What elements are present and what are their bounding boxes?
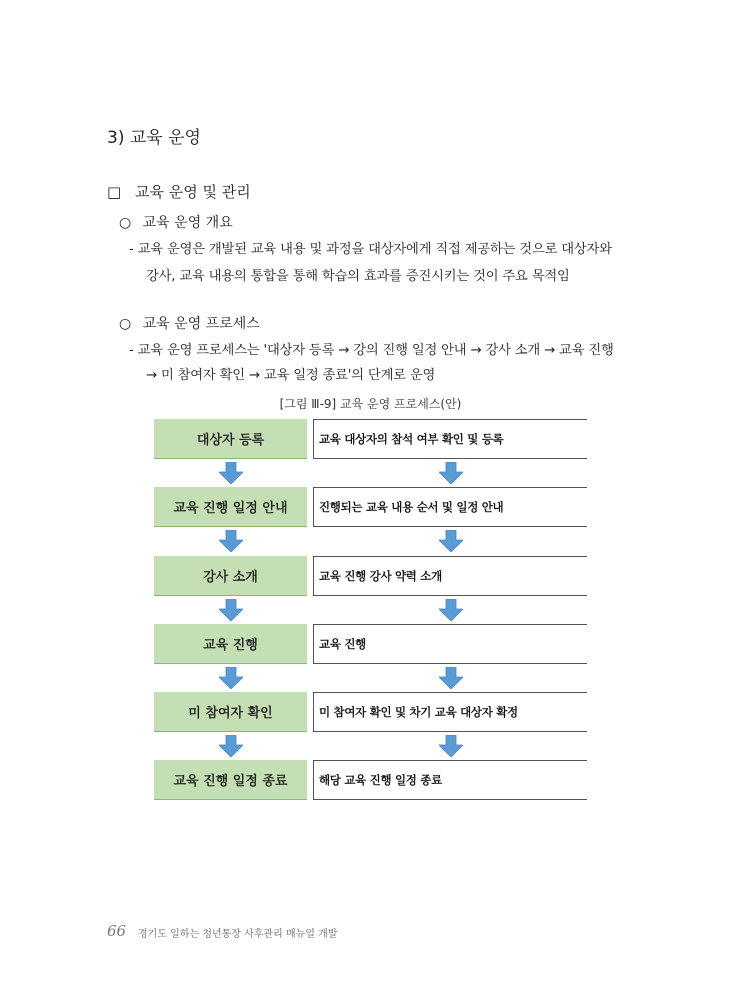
flow-desc-1: 교육 대상자의 참석 여부 확인 및 등록 xyxy=(313,419,587,459)
down-arrow-icon xyxy=(219,735,243,757)
flow-step-3: 강사 소개 xyxy=(154,556,307,596)
overview-line-2: 강사, 교육 내용의 통합을 통해 학습의 효과를 증진시키는 것이 주요 목적임 xyxy=(146,269,570,284)
flow-desc-2: 진행되는 교육 내용 순서 및 일정 안내 xyxy=(313,487,587,527)
overview-line-1: - 교육 운영은 개발된 교육 내용 및 과정을 대상자에게 직접 제공하는 것으로 대상자와 xyxy=(129,242,612,257)
down-arrow-icon xyxy=(219,599,243,621)
down-arrow-icon xyxy=(439,735,463,757)
bullet-title: 교육 운영 개요 xyxy=(142,215,233,231)
circle-marker: ○ xyxy=(119,316,132,332)
bullet-heading-process xyxy=(119,313,260,333)
bullet-heading-overview xyxy=(119,212,233,232)
section-title: 3) 교육 운영 xyxy=(107,128,201,148)
down-arrow-icon xyxy=(439,530,463,552)
process-line-1: - 교육 운영 프로세스는 '대상자 등록 → 강의 진행 일정 안내 → 강사 소개 → 교육 진행 xyxy=(129,343,614,358)
process-line-2: → 미 참여자 확인 → 교육 일정 종료'의 단계로 운영 xyxy=(146,368,436,383)
flow-step-5: 미 참여자 확인 xyxy=(154,692,307,732)
down-arrow-icon xyxy=(219,462,243,484)
flow-step-6: 교육 진행 일정 종료 xyxy=(154,760,307,800)
flow-desc-4: 교육 진행 xyxy=(313,624,587,664)
subsection-heading xyxy=(107,181,251,202)
subsection-title: 교육 운영 및 관리 xyxy=(134,183,251,201)
flow-desc-3: 교육 진행 강사 약력 소개 xyxy=(313,556,587,596)
square-marker: □ xyxy=(107,183,122,201)
footer-title: 경기도 일하는 청년통장 사후관리 매뉴얼 개발 xyxy=(138,929,338,940)
down-arrow-icon xyxy=(439,667,463,689)
figure-caption: [그림 Ⅲ-9] 교육 운영 프로세스(안) xyxy=(279,397,462,411)
bullet-title: 교육 운영 프로세스 xyxy=(142,316,260,332)
page-number: 66 xyxy=(107,922,127,940)
flow-desc-6: 해당 교육 진행 일정 종료 xyxy=(313,760,587,800)
down-arrow-icon xyxy=(439,599,463,621)
flow-step-1: 대상자 등록 xyxy=(154,419,307,459)
flow-step-2: 교육 진행 일정 안내 xyxy=(154,487,307,527)
flow-step-4: 교육 진행 xyxy=(154,624,307,664)
circle-marker: ○ xyxy=(119,215,132,231)
flow-desc-5: 미 참여자 확인 및 차기 교육 대상자 확정 xyxy=(313,692,587,732)
down-arrow-icon xyxy=(219,667,243,689)
down-arrow-icon xyxy=(219,530,243,552)
down-arrow-icon xyxy=(439,462,463,484)
